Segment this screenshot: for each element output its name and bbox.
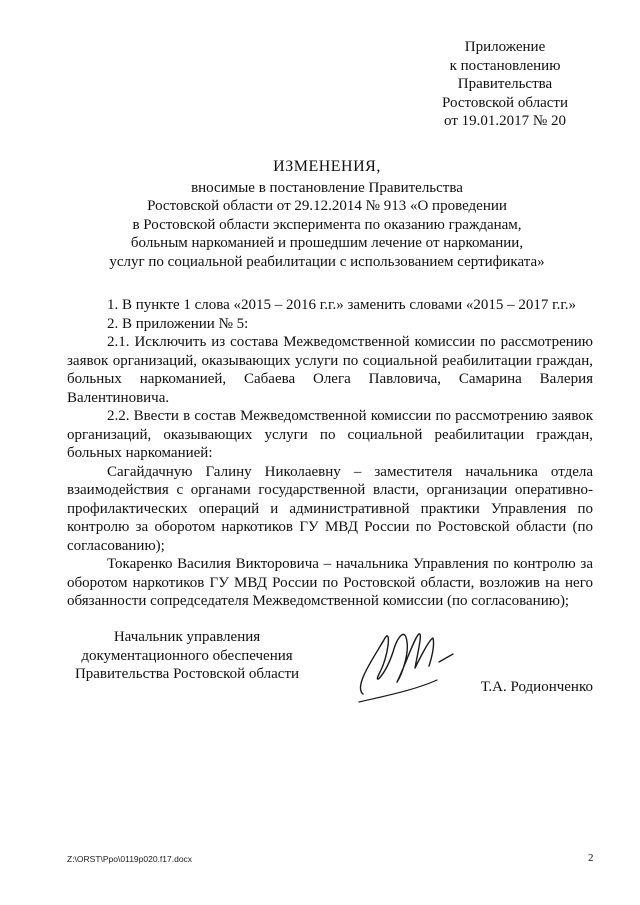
heading-line: больным наркоманией и прошедшим лечение от наркомании, [130, 235, 524, 251]
heading-line: Ростовской области от 29.12.2014 № 913 «О проведении [147, 198, 507, 214]
appendix-line: Ростовской области [442, 94, 568, 111]
position-line: Правительства Ростовской области [74, 666, 300, 682]
position-line: документационного обеспечения [81, 647, 293, 664]
paragraph-tokarenko: Токаренко Василия Викторовича – начальника Управления по контролю за оборотом наркотиков ГУ МВД России по Ростовской области, возложив на него обязанности сопредседателя Межведомственной комиссии (по согласованию); [67, 556, 593, 609]
paragraph-item-2-1: 2.1. Исключить из состава Межведомственной комиссии по рассмотрению заявок организаций, оказывающих услуги по социальной реабилитации граждан, больных наркоманией, Сабаева Олега Павловича, Самарина Валерия Валентиновича. [67, 334, 593, 406]
heading-line: вносимые в постановление Правительства [191, 179, 463, 196]
page-number: 2 [588, 852, 594, 864]
heading-line: в Ростовской области эксперимента по оказанию гражданам, [132, 216, 522, 233]
file-path-footer: Z:\ORST\Ppo\0119p020.f17.docx [67, 854, 193, 864]
paragraph-sagaidachnaya: Сагайдачную Галину Николаевну – заместителя начальника отдела взаимодействия с органами государственной власти, организации оперативно-профилактических операций и административной практики Управления по контролю за оборотом наркотиков ГУ МВД России по Ростовской области (по согласованию); [67, 463, 593, 554]
appendix-line: Правительства [457, 76, 553, 92]
appendix-block [420, 38, 590, 131]
appendix-line: от 19.01.2017 № 20 [444, 113, 566, 129]
paragraph-item-1: 1. В пункте 1 слова «2015 – 2016 г.г.» заменить словами «2015 – 2017 г.г.» [107, 297, 577, 313]
paragraph-item-2: 2. В приложении № 5: [107, 315, 249, 332]
document-heading [60, 158, 594, 271]
heading-line: услуг по социальной реабилитации с использованием сертификата» [109, 253, 545, 270]
document-title: ИЗМЕНЕНИЯ, [273, 158, 381, 175]
signatory-position [67, 628, 307, 684]
document-body [67, 296, 593, 611]
signature-block [67, 628, 593, 708]
handwritten-signature-image [345, 616, 465, 708]
appendix-line: Приложение [464, 39, 546, 55]
paragraph-item-2-2: 2.2. Ввести в состав Межведомственной комиссии по рассмотрению заявок организаций, оказывающих услуги по социальной реабилитации граждан, больных наркоманией: [67, 408, 593, 461]
appendix-line: к постановлению [449, 57, 561, 74]
position-line: Начальник управления [113, 629, 261, 645]
signatory-name: Т.А. Родионченко [480, 679, 593, 695]
